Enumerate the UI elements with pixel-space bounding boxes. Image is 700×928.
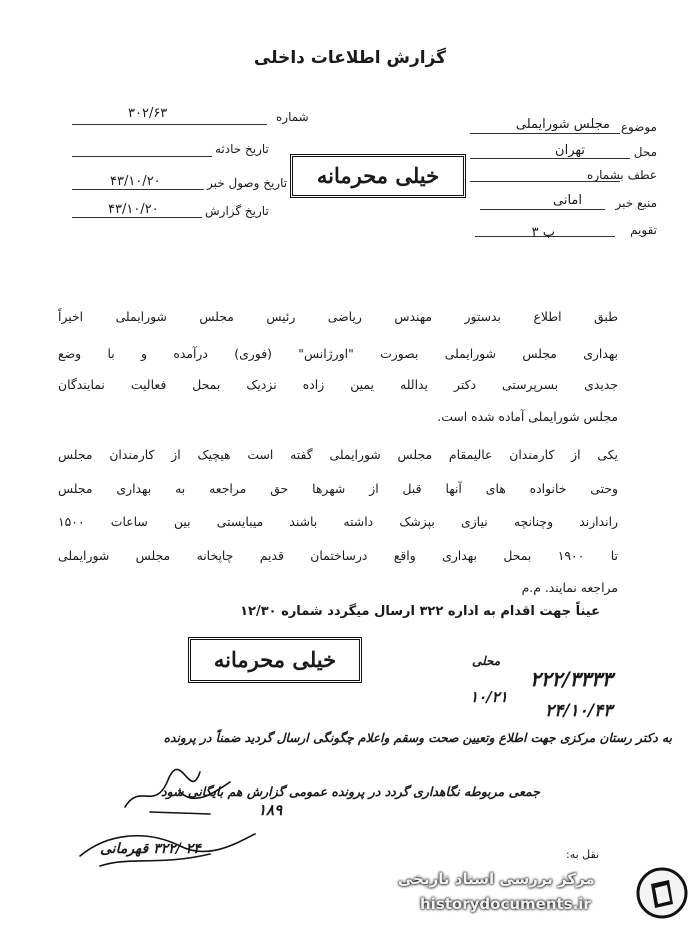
- number-label: شماره: [276, 110, 309, 124]
- subject-label: موضوع: [620, 120, 657, 134]
- watermark-url: historydocuments.ir: [420, 895, 591, 913]
- body-line: جدیدی بسرپرستی دکتر یدالله یمین زاده نزدیک بمحل فعالیت نمایندگان: [58, 377, 618, 392]
- handwritten-number: ۲۲۲/۳۳۳۳: [530, 667, 613, 691]
- report-date-value: ۴۳/۱۰/۲۰: [108, 202, 159, 217]
- body-line: یکی از کارمندان عالیمقام مجلس شورایملی گفته است هیچیک از کارمندان مجلس: [58, 447, 618, 462]
- body-line: بهداری مجلس شورایملی بصورت "اورژانس" (فوری) درآمده و با وضع: [58, 346, 618, 361]
- handwritten-instruction-1: به دکتر رستان مرکزی جهت اطلاع وتعیین صحت وسقم واعلام چگونگی ارسال گردید ضمناً در پرونده: [163, 731, 672, 745]
- handwritten-instruction-2: جمعی مربوطه نگاهداری گردد در پرونده عمومی گزارش هم بایگانی شود: [161, 784, 540, 799]
- handwritten-date: ۲۴/۱۰/۴۳: [545, 701, 613, 721]
- forward-note: عیناً جهت اقدام به اداره ۳۲۲ ارسال میگردد شماره ۱۲/۳۰: [240, 604, 600, 619]
- signature-scribble-2: [70, 826, 260, 872]
- handwritten-small-date: ۱۰/۲۱: [470, 688, 508, 706]
- evaluation-value: ب ۳: [531, 225, 555, 240]
- body-line: مراجعه نمایند. م.م: [521, 580, 618, 595]
- source-label: منبع خبر: [615, 196, 657, 210]
- number-value: ۳۰۲/۶۳: [128, 106, 168, 121]
- body-line: وحتی خانواده های آنها قبل از شهرها حق مراجعه به بهداری مجلس: [58, 481, 618, 496]
- watermark-title: مرکز بررسی اسناد تاریخی: [398, 870, 595, 888]
- handwritten-bottom: ۲۴ /۳۲۲ قهرمانی: [100, 841, 201, 857]
- handwritten-number-2: ۱۸۹: [258, 801, 283, 819]
- body-line: تا ۱۹۰۰ بمحل بهداری واقع درساختمان قدیم چاپخانه مجلس شورایملی: [58, 548, 618, 563]
- signature-scribble-1: [120, 762, 240, 817]
- place-value: تهران: [555, 143, 585, 158]
- reference-label: عطف بشماره: [587, 168, 657, 182]
- place-label: محل: [633, 145, 657, 159]
- watermark-logo-icon: [635, 866, 689, 920]
- confidential-stamp-top: خیلی محرمانه: [290, 154, 466, 198]
- handwritten-word: محلی: [472, 654, 501, 668]
- event-date-label: تاریخ حادثه: [215, 142, 269, 156]
- report-date-label: تاریخ گزارش: [205, 204, 269, 218]
- body-line: مجلس شورایملی آماده شده است.: [437, 409, 618, 424]
- source-value: امانی: [553, 193, 582, 208]
- bottom-note: نقل به:: [566, 848, 600, 861]
- body-line: راندارند وچنانچه نیازی بپزشک داشته باشند میبایستی بین ساعات ۱۵۰۰: [58, 514, 618, 529]
- received-date-value: ۴۳/۱۰/۲۰: [110, 174, 161, 189]
- evaluation-label: تقویم: [630, 223, 657, 237]
- subject-value: مجلس شورایملی: [515, 117, 610, 132]
- document-title: گزارش اطلاعات داخلی: [253, 48, 447, 68]
- received-date-label: تاریخ وصول خبر: [207, 176, 288, 190]
- confidential-stamp-bottom: خیلی محرمانه: [188, 637, 362, 683]
- body-line: طبق اطلاع بدستور مهندس ریاضی رئیس مجلس شورایملی اخیراً: [58, 309, 618, 324]
